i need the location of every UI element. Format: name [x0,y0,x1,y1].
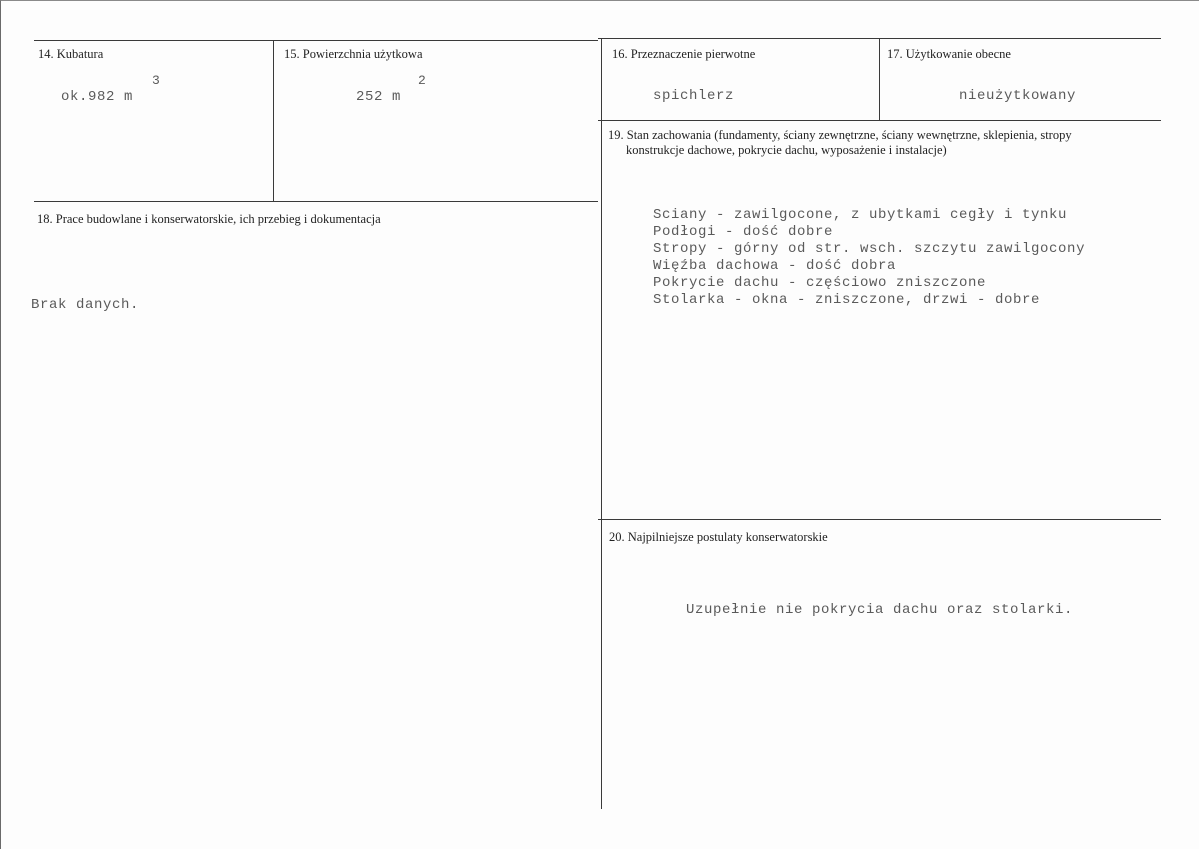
field-19-line-6: Stolarka - okna - zniszczone, drzwi - dobre [653,292,1041,308]
field-14-label: 14. Kubatura [38,47,104,61]
rule-14-15-bottom [34,201,598,202]
field-19-line-2: Podłogi - dość dobre [653,224,834,240]
field-18-value: Brak danych. [31,297,140,313]
field-16-value: spichlerz [653,88,735,104]
field-14-exponent: 3 [152,73,160,88]
field-15-value: 252 m [356,89,402,105]
top-rule-left [34,40,598,41]
divider-16-17 [879,38,880,121]
field-20-value: Uzupełnie nie pokrycia dachu oraz stolarki. [686,602,1074,618]
field-19-label-line1: 19. Stan zachowania (fundamenty, ściany zewnętrzne, ściany wewnętrzne, sklepienia, stropy [608,128,1072,142]
field-15-exponent: 2 [418,73,426,88]
center-divider [601,39,602,809]
field-16-label: 16. Przeznaczenie pierwotne [612,47,756,61]
field-19-label-line2: konstrukcje dachowe, pokrycie dachu, wyposażenie i instalacje) [626,143,947,157]
field-19-line-3: Stropy - górny od str. wsch. szczytu zawilgocony [653,241,1086,257]
field-15-label: 15. Powierzchnia użytkowa [284,47,423,61]
field-17-label: 17. Użytkowanie obecne [887,47,1011,61]
field-20-label: 20. Najpilniejsze postulaty konserwatorskie [609,530,828,544]
field-17-value: nieużytkowany [959,88,1077,104]
field-19-line-4: Więźba dachowa - dość dobra [653,258,897,274]
divider-14-15 [273,40,274,202]
rule-19-bottom [598,519,1161,520]
field-19-line-1: Sciany - zawilgocone, z ubytkami cegły i tynku [653,207,1068,223]
field-18-label: 18. Prace budowlane i konserwatorskie, ich przebieg i dokumentacja [37,212,381,226]
field-14-value: ok.982 m [61,89,134,105]
field-19-line-5: Pokrycie dachu - częściowo zniszczone [653,275,987,291]
